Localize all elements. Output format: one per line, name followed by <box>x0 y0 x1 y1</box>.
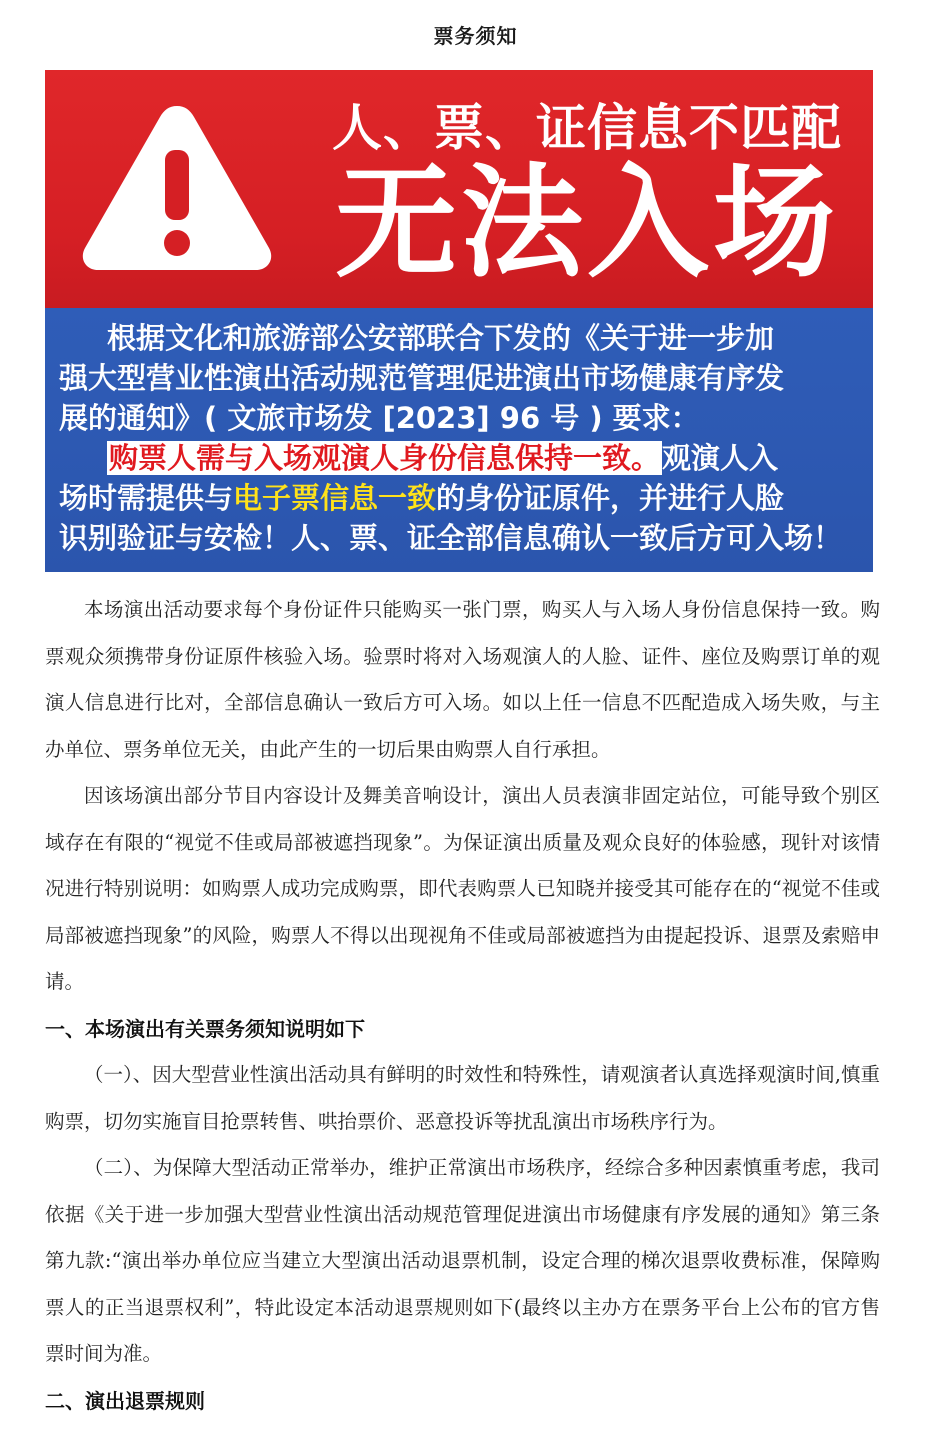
ticket-notice-body <box>45 587 880 1424</box>
notice-line: 强大型营业性演出活动规范管理促进演出市场健康有序发 <box>59 361 785 395</box>
paragraph-item-2: （二）、为保障大型活动正常举办，维护正常演出市场秩序，经综合多种因素慎重考虑，我司依据《关于进一步加强大型营业性演出活动规范管理促进演出市场健康有序发展的通知》第三条第九款:“演出举办单位应当建立大型演出活动退票机制，设定合理的梯次退票收费标准，保障购票人的正当退票权利”，特此设定本活动退票规则如下(最终以主办方在票务平台上公布的官方售票时间为准。 <box>45 1156 880 1365</box>
yellow-emphasis: 电子票信息一致 <box>233 481 437 515</box>
page-title: 票务须知 <box>433 24 518 48</box>
banner-notice-text <box>59 318 865 558</box>
notice-line <box>59 478 865 518</box>
highlighted-requirement: 购票人需与入场观演人身份信息保持一致。 <box>109 441 661 475</box>
warning-banner <box>45 70 873 572</box>
notice-text-segment: 观演人入 <box>662 441 779 475</box>
notice-line: 根据文化和旅游部公安部联合下发的《关于进一步加 <box>107 321 775 355</box>
paragraph-item-1: （一）、因大型营业性演出活动具有鲜明的时效性和特殊性，请观演者认真选择观演时间,慎重购票，切勿实施盲目抢票转售、哄抬票价、恶意投诉等扰乱演出市场秩序行为。 <box>45 1063 880 1133</box>
warning-triangle-icon <box>77 98 277 278</box>
notice-text-segment: 场时需提供与 <box>59 481 234 515</box>
notice-line: 展的通知》( 文旅市场发 [2023] 96 号 ) 要求： <box>59 401 700 435</box>
section-heading-refund-rules: 二、演出退票规则 <box>45 1388 205 1413</box>
paragraph-visibility-notice: 因该场演出部分节目内容设计及舞美音响设计，演出人员表演非固定站位，可能导致个别区域存在有限的“视觉不佳或局部被遮挡现象”。为保证演出质量及观众良好的体验感，现针对该情况进行特别说明：如购票人成功完成购票，即代表购票人已知晓并接受其可能存在的“视觉不佳或局部被遮挡现象”的风险，购票人不得以出现视角不佳或局部被遮挡为由提起投诉、退票及索赔申请。 <box>45 784 880 993</box>
notice-line: 识别验证与安检！人、票、证全部信息确认一致后方可入场！ <box>59 521 843 555</box>
section-heading-ticket-notes: 一、本场演出有关票务须知说明如下 <box>45 1016 365 1041</box>
paragraph-id-requirement: 本场演出活动要求每个身份证件只能购买一张门票，购买人与入场人身份信息保持一致。购票观众须携带身份证原件核验入场。验票时将对入场观演人的人脸、证件、座位及购票订单的观演人信息进行比对，全部信息确认一致后方可入场。如以上任一信息不匹配造成入场失败，与主办单位、票务单位无关，由此产生的一切后果由购票人自行承担。 <box>45 598 880 761</box>
banner-headline-no-entry: 无法入场 <box>335 152 839 294</box>
notice-text-segment: 的身份证原件，并进行人脸 <box>436 481 785 515</box>
banner-red-section <box>45 70 873 308</box>
notice-line <box>59 438 865 478</box>
banner-headline-mismatch: 人、票、证信息不匹配 <box>332 99 842 157</box>
